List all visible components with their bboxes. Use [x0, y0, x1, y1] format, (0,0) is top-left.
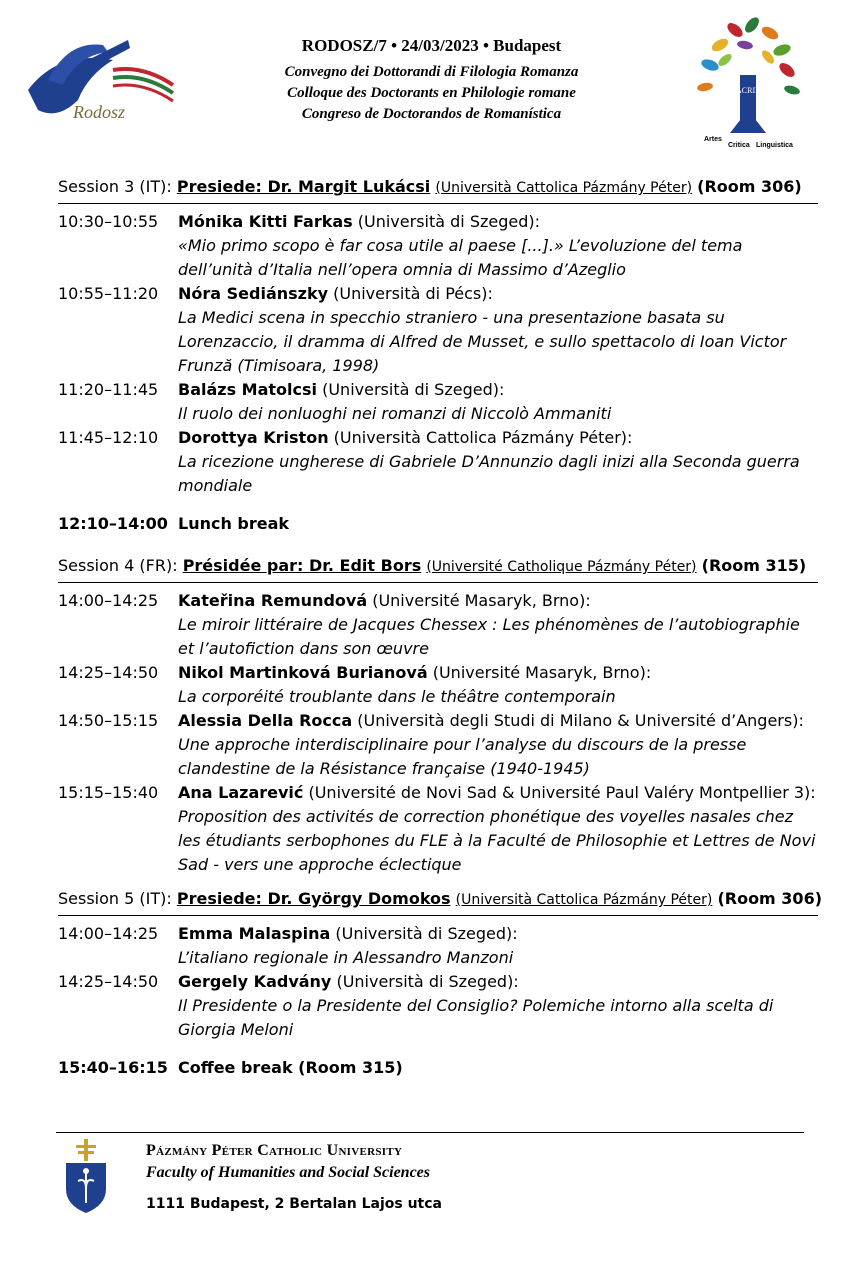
talk-title: L’italiano regionale in Alessandro Manzoni: [178, 948, 514, 967]
event-subtitle-fr: Colloque des Doctorants en Philologie romane: [287, 85, 576, 101]
speaker-affiliation: (Università di Szeged):: [352, 212, 541, 231]
speaker-affiliation: (Università di Szeged):: [331, 972, 519, 991]
session-5-header: [58, 887, 823, 916]
speaker-name: Kateřina Remundová: [178, 591, 368, 610]
speaker-name: Nóra Sediánszky: [178, 284, 329, 303]
talk-row: [58, 970, 818, 1042]
session-room: (Room 306): [717, 889, 823, 908]
event-title-block: [200, 36, 663, 125]
talk-time: 15:15–15:40: [58, 783, 159, 802]
speaker-affiliation: (Università degli Studi di Milano & Université d’Angers):: [352, 711, 804, 730]
address: 1111 Budapest, 2 Bertalan Lajos utca: [146, 1196, 442, 1212]
speaker-name: Mónika Kitti Farkas: [178, 212, 353, 231]
svg-text:Linguistica: Linguistica: [756, 142, 793, 149]
talk-row: [58, 922, 818, 970]
faculty-name: Faculty of Humanities and Social Sciences: [146, 1164, 431, 1181]
talk-row: [58, 589, 818, 661]
break-time: 15:40–16:15: [58, 1058, 168, 1077]
speaker-affiliation: (Università Cattolica Pázmány Péter):: [328, 428, 633, 447]
speaker-affiliation: (Université de Novi Sad & Université Paul Valéry Montpellier 3):: [303, 783, 816, 802]
talk-time: 14:00–14:25: [58, 591, 159, 610]
speaker-name: Balázs Matolcsi: [178, 380, 318, 399]
session-3-header: [58, 175, 818, 204]
event-subtitle-es: Congreso de Doctorandos de Romanística: [301, 106, 562, 122]
session-4-header: [58, 554, 818, 583]
session-room: (Room 315): [701, 556, 807, 575]
session-label: Session 4 (FR):: [58, 556, 178, 575]
session-label: Session 5 (IT):: [58, 889, 172, 908]
break-label: Coffee break (Room 315): [178, 1058, 403, 1077]
event-subtitle-it: Convegno dei Dottorandi di Filologia Romanza: [284, 64, 579, 80]
svg-text:ACRIL: ACRIL: [736, 86, 760, 95]
talk-title: Une approche interdisciplinaire pour l’analyse du discours de la presse clandestine de la Résistance française (1940-1945): [178, 735, 747, 778]
speaker-name: Ana Lazarević: [178, 783, 304, 802]
program-content: [58, 175, 823, 1098]
acril-tree-logo: [690, 15, 805, 150]
talk-time: 11:45–12:10: [58, 428, 159, 447]
talk-title: Proposition des activités de correction phonétique des voyelles nasales chez les étudiants serbophones du FLE à la Faculté de Philosophie et Lettres de Novi Sad - vers une approche éclectique: [178, 807, 816, 874]
talk-title: La corporéité troublante dans le théâtre contemporain: [178, 687, 616, 706]
lunch-break-row: [58, 512, 818, 536]
svg-text:Artes: Artes: [704, 136, 722, 143]
talk-row: [58, 661, 818, 709]
page-header: [0, 0, 863, 160]
speaker-name: Dorottya Kriston: [178, 428, 329, 447]
session-chair: Presiede: Dr. Margit Lukácsi: [176, 177, 431, 196]
break-label: Lunch break: [178, 514, 290, 533]
talk-time: 14:25–14:50: [58, 663, 159, 682]
talk-row: [58, 781, 818, 877]
talk-title: «Mio primo scopo è far cosa utile al paese [...].» L’evoluzione del tema dell’unità d’Italia nell’opera omnia di Massimo d’Azeglio: [178, 236, 743, 279]
session-institution: (Università Cattolica Pázmány Péter): [435, 180, 693, 196]
break-time: 12:10–14:00: [58, 514, 168, 533]
talk-title: Il Presidente o la Presidente del Consiglio? Polemiche intorno alla scelta di Giorgia Meloni: [178, 996, 774, 1039]
footer-divider: [56, 1132, 804, 1133]
session-label: Session 3 (IT):: [58, 177, 172, 196]
talk-title: Le miroir littéraire de Jacques Chessex : Les phénomènes de l’autobiographie et l’autofiction dans son œuvre: [178, 615, 800, 658]
talk-time: 11:20–11:45: [58, 380, 159, 399]
coffee-break-row: [58, 1056, 818, 1080]
talk-row: [58, 426, 818, 498]
session-institution: (Università Cattolica Pázmány Péter): [455, 892, 713, 908]
speaker-affiliation: (Université Masaryk, Brno):: [367, 591, 591, 610]
talk-title: Il ruolo dei nonluoghi nei romanzi di Niccolò Ammaniti: [178, 404, 612, 423]
session-chair: Presiede: Dr. György Domokos: [176, 889, 451, 908]
speaker-affiliation: (Università di Pécs):: [328, 284, 493, 303]
session-room: (Room 306): [697, 177, 802, 196]
talk-time: 14:25–14:50: [58, 972, 159, 991]
svg-text:Rodosz: Rodosz: [73, 102, 126, 122]
talk-time: 10:55–11:20: [58, 284, 159, 303]
talk-title: La ricezione ungherese di Gabriele D’Annunzio dagli inizi alla Seconda guerra mondiale: [178, 452, 800, 495]
talk-row: [58, 282, 818, 378]
speaker-name: Emma Malaspina: [178, 924, 331, 943]
speaker-name: Gergely Kadvány: [178, 972, 332, 991]
talk-time: 10:30–10:55: [58, 212, 159, 231]
talk-time: 14:50–15:15: [58, 711, 159, 730]
svg-text:Critica: Critica: [728, 142, 750, 149]
rodosz-logo: [18, 30, 178, 130]
talk-row: [58, 210, 818, 282]
speaker-affiliation: (Università di Szeged):: [330, 924, 518, 943]
speaker-affiliation: (Università di Szeged):: [317, 380, 505, 399]
talk-row: [58, 709, 818, 781]
session-chair: Présidée par: Dr. Edit Bors: [182, 556, 422, 575]
session-institution: (Université Catholique Pázmány Péter): [426, 559, 697, 575]
university-crest-icon: [58, 1137, 114, 1222]
event-title: RODOSZ/7 • 24/03/2023 • Budapest: [301, 36, 562, 55]
footer-text: [146, 1142, 442, 1212]
talk-time: 14:00–14:25: [58, 924, 159, 943]
speaker-name: Nikol Martinková Burianová: [178, 663, 428, 682]
talk-row: [58, 378, 818, 426]
university-name: Pázmány Péter Catholic University: [146, 1142, 403, 1159]
speaker-name: Alessia Della Rocca: [178, 711, 353, 730]
speaker-affiliation: (Université Masaryk, Brno):: [427, 663, 652, 682]
talk-title: La Medici scena in specchio straniero - una presentazione basata su Lorenzaccio, il dramma di Alfred de Musset, e sullo spettacolo di Ioan Victor Frunză (Timisoara, 1998): [178, 308, 787, 375]
